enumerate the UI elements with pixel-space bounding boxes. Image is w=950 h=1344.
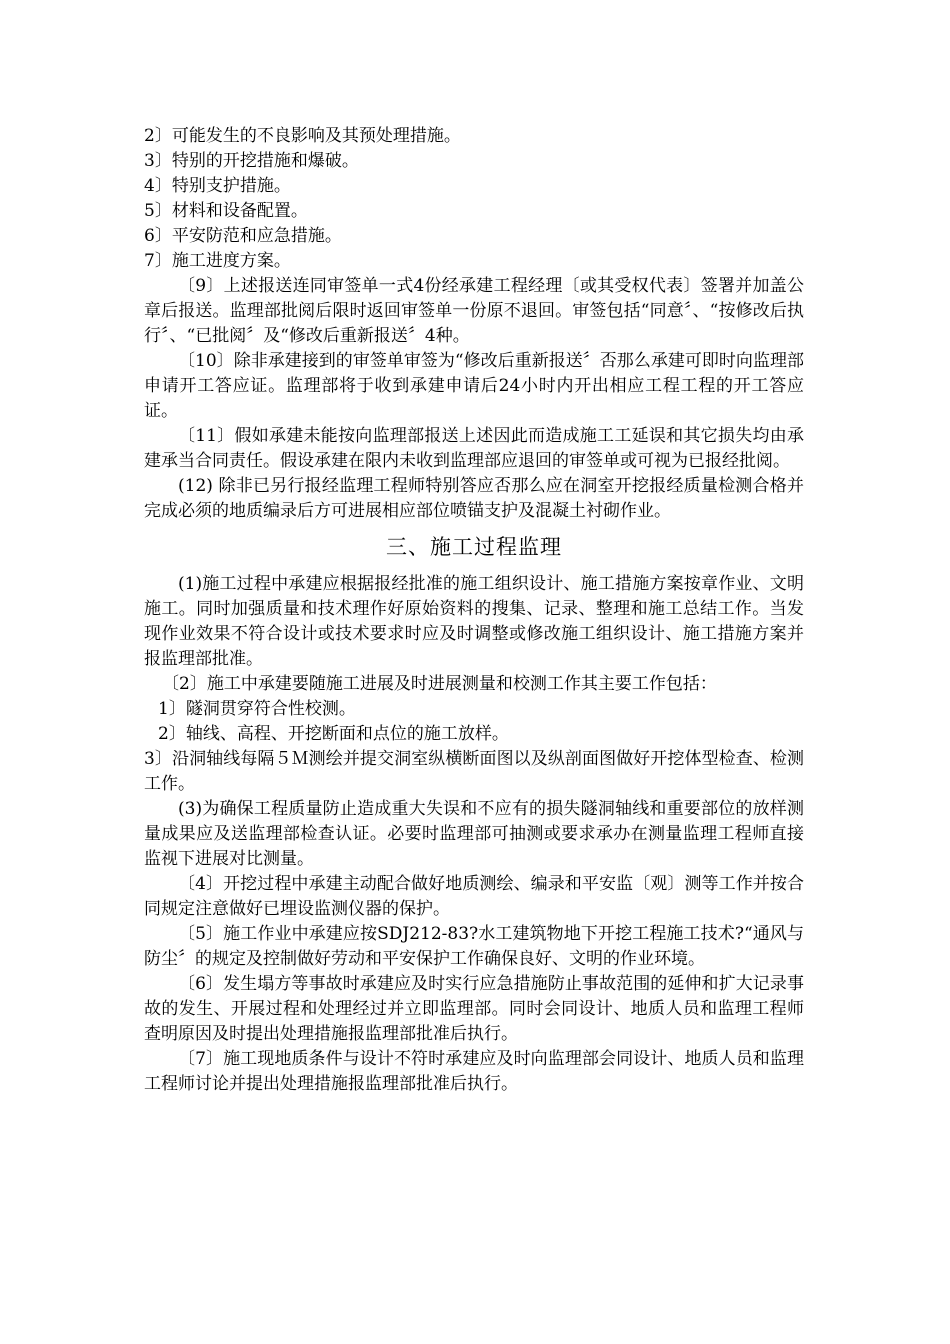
paragraph-11: 〔11〕假如承建未能按向监理部报送上述因此而造成施工工延误和其它损失均由承建承当合同责任。假设承建在限内未收到监理部应退回的审签单或可视为已报经批阅。 [144, 426, 804, 471]
list-item: 1〕隧洞贯穿符合性校测。 [158, 699, 356, 719]
list-item: 5〕材料和设备配置。 [144, 201, 308, 221]
paragraph-1: (1)施工过程中承建应根据报经批准的施工组织设计、施工措施方案按章作业、文明施工。同时加强质量和技术理作好原始资料的搜集、记录、整理和施工总结工作。当发现作业效果不符合设计或技术要求时应及时调整或修改施工组织设计、施工措施方案并报监理部批准。 [144, 574, 804, 669]
list-item: 3〕特别的开挖措施和爆破。 [144, 151, 359, 171]
paragraph-2: 〔2〕施工中承建要随施工进展及时进展测量和校测工作其主要工作包括： [162, 674, 717, 694]
paragraph-6: 〔6〕发生塌方等事故时承建应及时实行应急措施防止事故范围的延伸和扩大记录事故的发生、开展过程和处理经过并立即监理部。同时会同设计、地质人员和监理工程师查明原因及时提出处理措施报监理部批准后执行。 [144, 974, 804, 1044]
list-item: 7〕施工进度方案。 [144, 251, 291, 271]
paragraph-3: (3)为确保工程质量防止造成重大失误和不应有的损失隧洞轴线和重要部位的放样测量成果应及送监理部检查认证。必要时监理部可抽测或要求承办在测量监理工程师直接监视下进展对比测量。 [144, 799, 804, 869]
section-heading: 三、施工过程监理 [386, 535, 562, 559]
paragraph-12: (12) 除非已另行报经监理工程师特别答应否那么应在洞室开挖报经质量检测合格并完成必须的地质编录后方可进展相应部位喷锚支护及混凝土衬砌作业。 [144, 476, 804, 521]
list-item: 2〕可能发生的不良影响及其预处理措施。 [144, 126, 461, 146]
list-item: 2〕轴线、高程、开挖断面和点位的施工放样。 [158, 724, 509, 744]
paragraph-10: 〔10〕除非承建接到的审签单审签为“修改后重新报送〞否那么承建可即时向监理部申请开工答应证。监理部将于收到承建申请后24小时内开出相应工程工程的开工答应证。 [144, 351, 804, 421]
paragraph-9: 〔9〕上述报送连同审签单一式4份经承建工程经理〔或其受权代表〕签署并加盖公章后报送。监理部批阅后限时返回审签单一份原不退回。审签包括“同意〞、“按修改后执行〞、“已批阅〞及“修改后重新报送〞4种。 [144, 276, 804, 346]
paragraph-5: 〔5〕施工作业中承建应按SDJ212-83?水工建筑物地下开挖工程施工技术?“通风与防尘〞的规定及控制做好劳动和平安保护工作确保良好、文明的作业环境。 [144, 924, 804, 969]
paragraph-7: 〔7〕施工现地质条件与设计不符时承建应及时向监理部会同设计、地质人员和监理工程师讨论并提出处理措施报监理部批准后执行。 [144, 1049, 804, 1094]
paragraph-4: 〔4〕开挖过程中承建主动配合做好地质测绘、编录和平安监〔观〕测等工作并按合同规定注意做好已埋设监测仪器的保护。 [144, 874, 804, 919]
document-body [144, 124, 804, 1097]
list-item: 6〕平安防范和应急措施。 [144, 226, 342, 246]
list-item: 4〕特别支护措施。 [144, 176, 291, 196]
list-item: 3〕沿洞轴线每隔５Ｍ测绘并提交洞室纵横断面图以及纵剖面图做好开挖体型检查、检测工作。 [144, 749, 804, 794]
